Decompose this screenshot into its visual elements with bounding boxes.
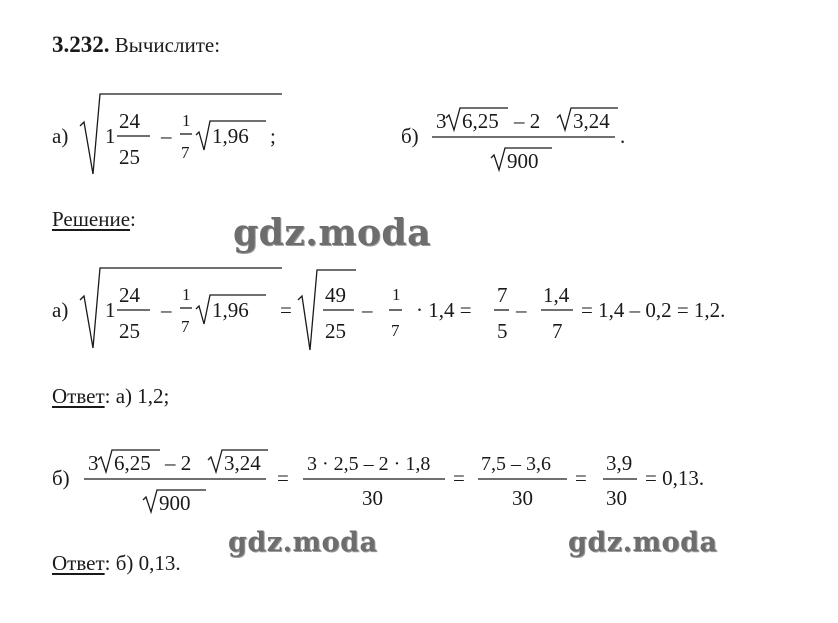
solution-b-r1: 6,25 [114,451,151,475]
answer-b-label: Ответ [52,551,105,575]
task-a-minus: – [161,124,172,148]
task-a-coef-num: 1 [182,111,191,130]
solution-a-c-num: 1 [392,285,401,304]
task-a-num: 24 [119,109,140,133]
task-b-r2: 3,24 [573,109,610,133]
answer-a [52,386,169,407]
task-b-op: – 2 [514,109,541,133]
watermark-logo: gdz.moda [233,212,431,254]
solution-b-eq2: = [453,466,465,490]
solution-a-whole: 1 [105,298,116,322]
solution-heading-colon: : [130,207,136,231]
task-b-den-radicand: 900 [507,149,539,173]
solution-b-n1: 3 [88,451,99,475]
task-a-radicand: 1,96 [212,124,249,148]
task-a-label: а) [52,124,69,148]
solution-b-op: – 2 [165,451,192,475]
problem-instruction: Вычислите: [114,33,221,57]
problem-number: 3.232. [52,32,110,57]
solution-b-f2-den: 30 [362,486,383,510]
solution-b-f4-num: 3,9 [606,451,633,475]
solution-a-eq1: = [280,298,292,322]
solution-a-frac-num: 49 [325,283,346,307]
solution-a-f2-num: 1,4 [543,283,570,307]
solution-a-coef-num: 1 [182,285,191,304]
solution-a-den: 25 [119,319,140,343]
solution-a-radicand: 1,96 [212,298,249,322]
task-b-label: б) [401,124,419,148]
solution-heading-text: Решение [52,207,131,231]
task-a-den: 25 [119,145,140,169]
solution-a-f2-den: 7 [552,319,563,343]
solution-a-label: а) [52,298,69,322]
solution-b-tail: = 0,13. [645,466,705,490]
solution-b-eq3: = [575,466,587,490]
solution-b-f3-den: 30 [512,486,533,510]
solution-a-frac-den: 25 [325,319,346,343]
solution-a-minus3: – [516,298,527,322]
solution-b-f2-num: 3 · 2,5 – 2 · 1,8 [307,453,431,475]
solution-a-minus2: – [362,298,373,322]
task-a-end: ; [270,124,276,148]
solution-a-coef-den: 7 [181,317,190,336]
solution-a-f1-num: 7 [497,283,508,307]
solution-b-label: б) [52,466,70,490]
solution-b-f3-num: 7,5 – 3,6 [481,453,551,475]
answer-a-label: Ответ [52,384,105,408]
task-b-c1: 3 [436,109,447,133]
solution-a-c-den: 7 [391,321,400,340]
solution-a-tail: = 1,4 – 0,2 = 1,2. [581,298,726,322]
answer-b [52,553,181,574]
solution-b-eq1: = [277,466,289,490]
task-b-end: . [620,124,626,148]
solution-b-r2: 3,24 [224,451,261,475]
solution-a-mul: · 1,4 = [416,298,472,322]
answer-b-text: : б) 0,13. [104,551,181,575]
watermark-logo: gdz.moda [568,527,718,558]
solution-a-minus: – [161,298,172,322]
solution-heading [52,209,136,230]
task-a-coef-den: 7 [181,143,190,162]
solution-a-num: 24 [119,283,140,307]
task-b-r1: 6,25 [462,109,499,133]
watermark-logo: gdz.moda [228,527,378,558]
solution-a-f1-den: 5 [497,319,508,343]
answer-a-text: : а) 1,2; [104,384,170,408]
solution-b-d-rad: 900 [159,491,191,515]
task-a-whole: 1 [105,124,116,148]
solution-b-f4-den: 30 [606,486,627,510]
